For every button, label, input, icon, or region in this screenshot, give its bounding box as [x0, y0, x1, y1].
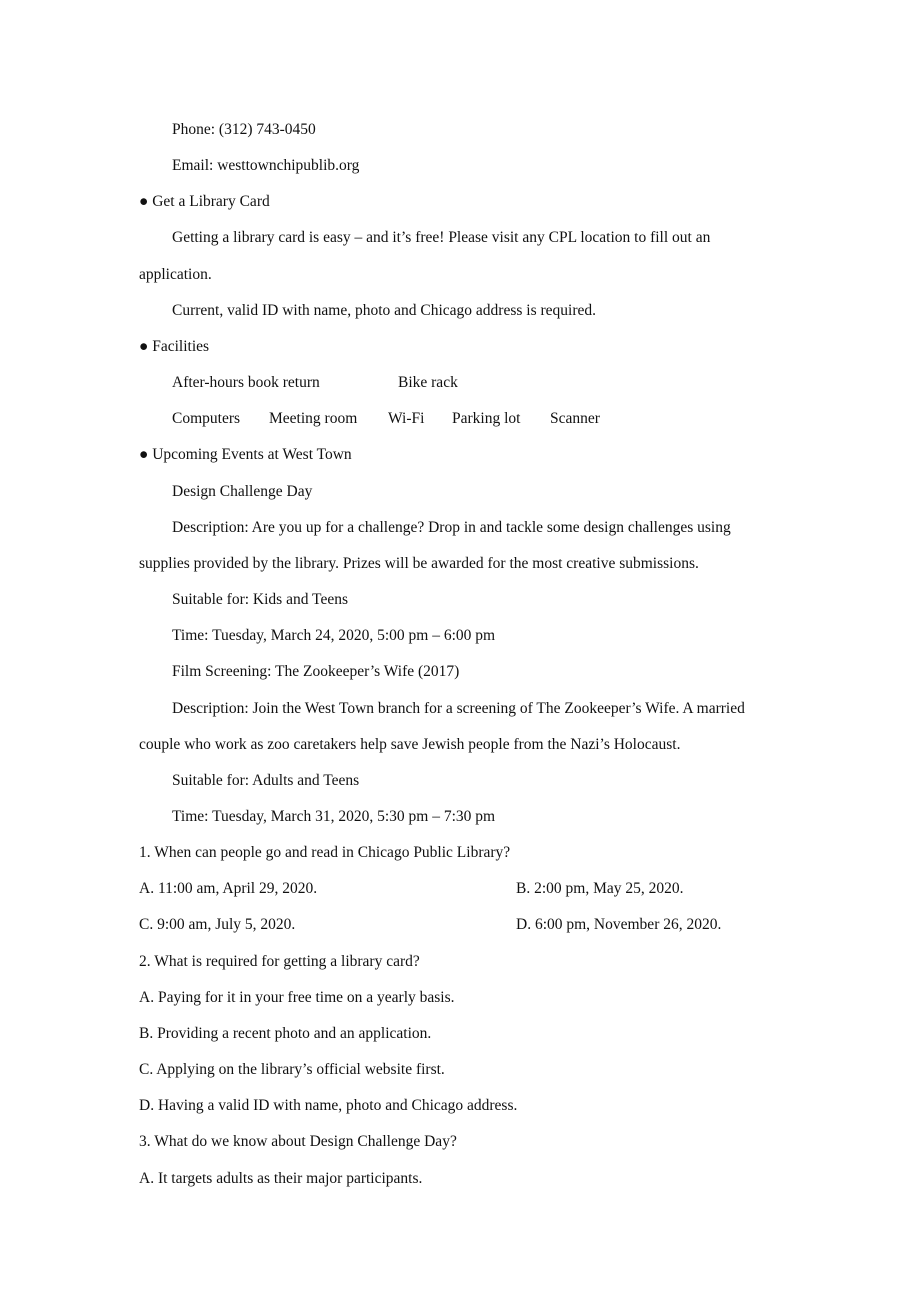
facility-item: Computers: [172, 410, 241, 428]
event-title: Design Challenge Day: [172, 482, 313, 500]
event-title: Film Screening: The Zookeeper’s Wife (2017): [172, 663, 460, 681]
question-2: 2. What is required for getting a library card?: [139, 952, 420, 970]
option: C. Applying on the library’s official website first.: [139, 1061, 445, 1079]
facility-item: Wi-Fi: [388, 410, 425, 428]
option: D. Having a valid ID with name, photo and Chicago address.: [139, 1097, 518, 1115]
event-description-cont: couple who work as zoo caretakers help save Jewish people from the Nazi’s Holocaust.: [139, 735, 681, 753]
event-time: Time: Tuesday, March 24, 2020, 5:00 pm – 6:00 pm: [172, 627, 496, 645]
event-suitable: Suitable for: Kids and Teens: [172, 591, 348, 609]
question-1: 1. When can people go and read in Chicago Public Library?: [139, 844, 511, 862]
options-row: [139, 871, 799, 907]
facility-item: Bike rack: [398, 374, 458, 392]
event-description: Description: Join the West Town branch for a screening of The Zookeeper’s Wife. A married: [172, 699, 745, 717]
facility-item: After-hours book return: [172, 374, 320, 392]
events-heading: ● Upcoming Events at West Town: [139, 446, 352, 464]
option: B. Providing a recent photo and an application.: [139, 1024, 432, 1042]
option: A. 11:00 am, April 29, 2020.: [139, 880, 318, 898]
event-description-cont: supplies provided by the library. Prizes will be awarded for the most creative submissions.: [139, 554, 699, 572]
card-paragraph-cont: application.: [139, 265, 212, 283]
facilities-row: [139, 401, 799, 437]
option: A. It targets adults as their major participants.: [139, 1169, 423, 1187]
options-row: [139, 907, 799, 943]
email: Email: westtownchipublib.org: [172, 157, 360, 175]
option: B. 2:00 pm, May 25, 2020.: [516, 880, 684, 898]
facility-item: Parking lot: [452, 410, 521, 428]
facility-item: Scanner: [550, 410, 600, 428]
event-suitable: Suitable for: Adults and Teens: [172, 771, 360, 789]
facilities-row: [139, 365, 799, 401]
option: A. Paying for it in your free time on a yearly basis.: [139, 988, 455, 1006]
document-page: [139, 112, 799, 1197]
card-requirement: Current, valid ID with name, photo and Chicago address is required.: [172, 301, 596, 319]
option: C. 9:00 am, July 5, 2020.: [139, 916, 296, 934]
event-description: Description: Are you up for a challenge? Drop in and tackle some design challenges using: [172, 518, 731, 536]
card-paragraph: Getting a library card is easy – and it’s free! Please visit any CPL location to fill out an: [172, 229, 711, 247]
phone: Phone: (312) 743-0450: [172, 121, 316, 138]
facility-item: Meeting room: [269, 410, 358, 428]
event-time: Time: Tuesday, March 31, 2020, 5:30 pm – 7:30 pm: [172, 807, 496, 825]
facilities-heading: ● Facilities: [139, 337, 210, 355]
card-heading: ● Get a Library Card: [139, 193, 270, 211]
option: D. 6:00 pm, November 26, 2020.: [516, 916, 722, 934]
question-3: 3. What do we know about Design Challenge Day?: [139, 1133, 457, 1151]
